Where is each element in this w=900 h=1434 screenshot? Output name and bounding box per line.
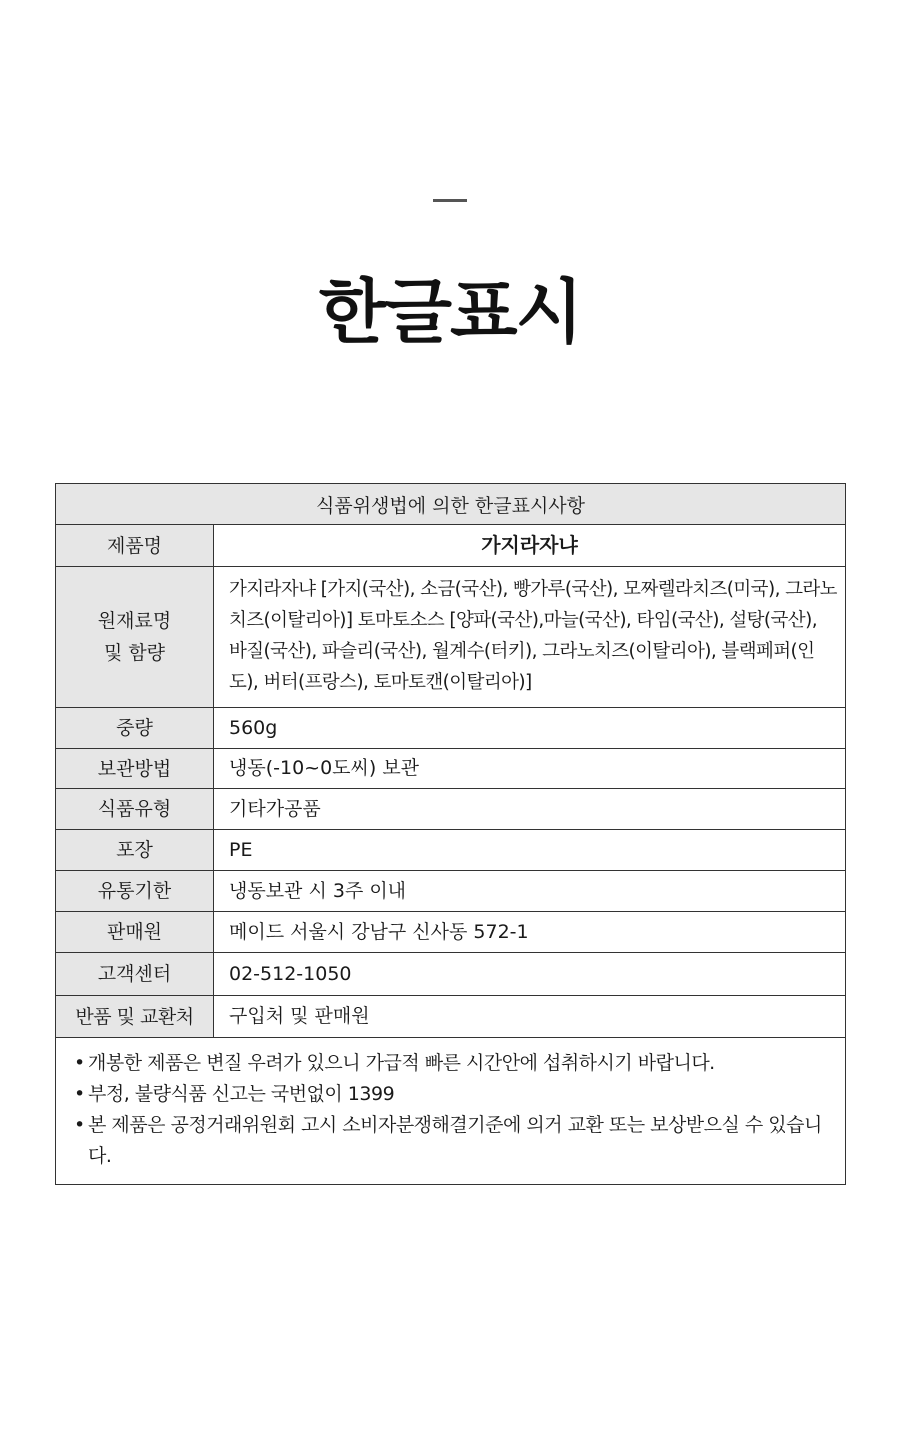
table-row-seller bbox=[56, 912, 846, 953]
table-row-weight bbox=[56, 708, 846, 749]
table-row-expiry bbox=[56, 871, 846, 912]
table-caption: 식품위생법에 의한 한글표시사항 bbox=[56, 484, 846, 525]
table-row-storage bbox=[56, 749, 846, 789]
row-label-food-type: 식품유형 bbox=[56, 789, 214, 830]
table-row-product-name bbox=[56, 525, 846, 567]
row-value-expiry: 냉동보관 시 3주 이내 bbox=[214, 871, 846, 912]
row-value-weight: 560g bbox=[214, 708, 846, 749]
row-label-returns: 반품 및 교환처 bbox=[56, 996, 214, 1038]
row-value-ingredients: 가지라자냐 [가지(국산), 소금(국산), 빵가루(국산), 모짜렐라치즈(미국), 그라노치즈(이탈리아)] 토마토소스 [양파(국산),마늘(국산), 타임(국산), 설탕(국산), 바질(국산), 파슬리(국산), 월계수(터키), 그라노치즈(이탈리아), 블랙페퍼(인도), 버터(프랑스), 토마토캔(이탈리아)] bbox=[214, 567, 846, 708]
note-item: • 개봉한 제품은 변질 우려가 있으니 가급적 빠른 시간안에 섭취하시기 바랍니다. bbox=[74, 1048, 835, 1079]
row-value-customer-center: 02-512-1050 bbox=[214, 953, 846, 996]
row-value-food-type: 기타가공품 bbox=[214, 789, 846, 830]
note-item: • 부정, 불량식품 신고는 국번없이 1399 bbox=[74, 1079, 835, 1110]
row-label-weight: 중량 bbox=[56, 708, 214, 749]
table-row-notes bbox=[56, 1038, 846, 1185]
row-label-packaging: 포장 bbox=[56, 830, 214, 871]
table-row-food-type bbox=[56, 789, 846, 830]
table-row-ingredients bbox=[56, 567, 846, 708]
row-label-expiry: 유통기한 bbox=[56, 871, 214, 912]
row-label-ingredients-text: 원재료명 및 함량 bbox=[97, 610, 172, 664]
row-value-product-name: 가지라자냐 bbox=[214, 525, 846, 567]
page-title: 한글표시 bbox=[318, 271, 582, 353]
title-divider-dash bbox=[433, 199, 467, 202]
table-row-packaging bbox=[56, 830, 846, 871]
table-row-customer-center bbox=[56, 953, 846, 996]
row-label-storage: 보관방법 bbox=[56, 749, 214, 789]
row-label-customer-center: 고객센터 bbox=[56, 953, 214, 996]
food-label-table bbox=[55, 483, 846, 1185]
row-value-returns: 구입처 및 판매원 bbox=[214, 996, 846, 1038]
row-value-packaging: PE bbox=[214, 830, 846, 871]
note-item: • 본 제품은 공정거래위원회 고시 소비자분쟁해결기준에 의거 교환 또는 보상받으실 수 있습니다. bbox=[74, 1110, 835, 1172]
table-caption-row bbox=[56, 484, 846, 525]
row-value-seller: 메이드 서울시 강남구 신사동 572-1 bbox=[214, 912, 846, 953]
row-value-storage: 냉동(-10~0도씨) 보관 bbox=[214, 749, 846, 789]
row-label-seller: 판매원 bbox=[56, 912, 214, 953]
table-row-returns bbox=[56, 996, 846, 1038]
row-label-ingredients bbox=[56, 567, 214, 708]
row-label-product-name: 제품명 bbox=[56, 525, 214, 567]
notes-list bbox=[74, 1048, 835, 1172]
notes-cell bbox=[56, 1038, 846, 1185]
